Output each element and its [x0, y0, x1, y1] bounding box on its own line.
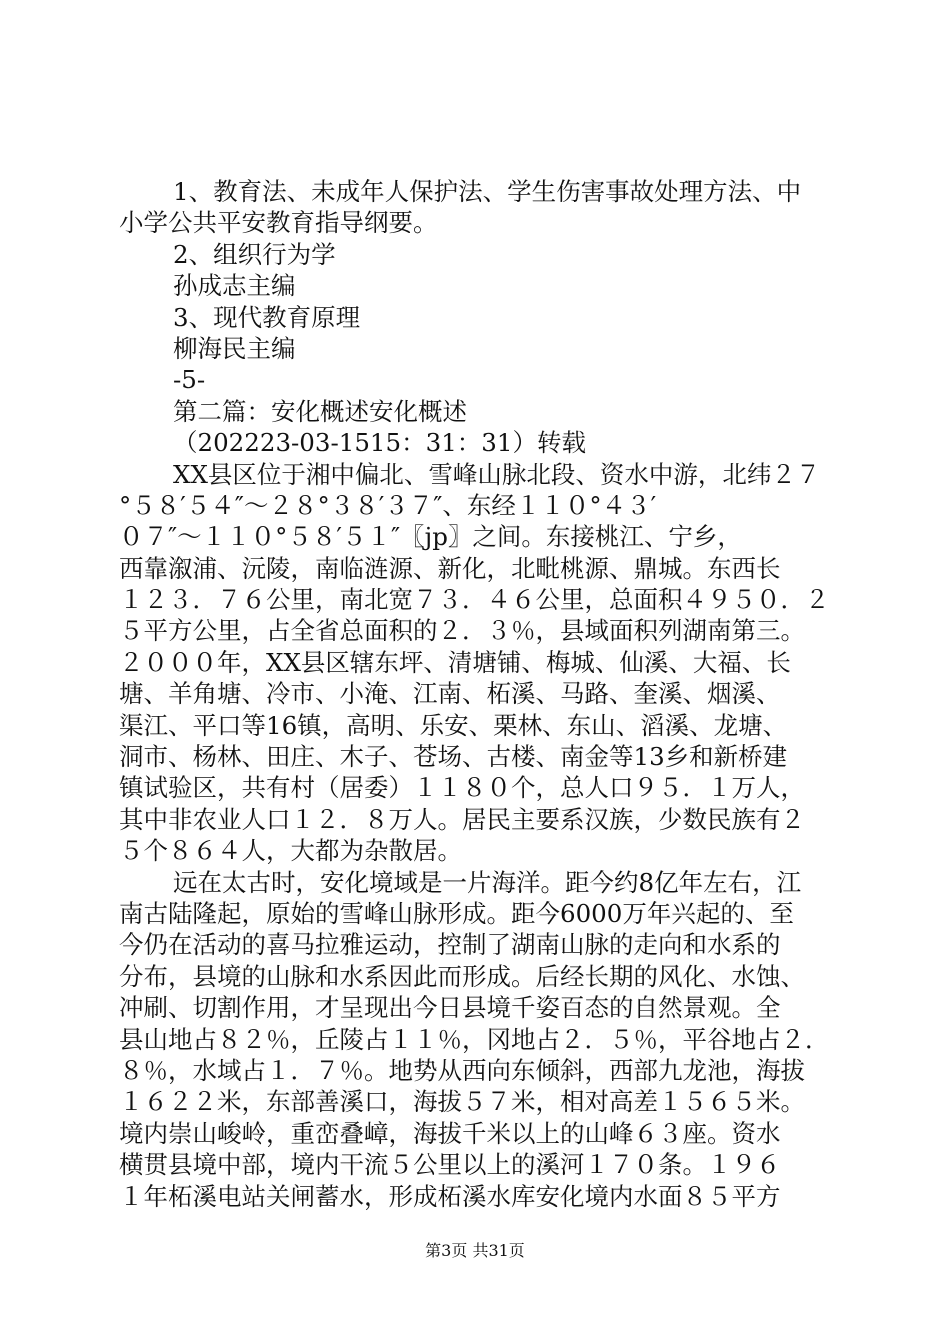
- document-body: [119, 176, 831, 1212]
- text-line: °５８′５４″～２８°３８′３７″、东经１１０°４３′: [119, 490, 657, 520]
- text-line: 其中非农业人口１２．８万人。居民主要系汉族，少数民族有２: [119, 804, 805, 834]
- text-line: 分布，县境的山脉和水系因此而形成。后经长期的风化、水蚀、: [119, 961, 805, 991]
- text-line: 今仍在活动的喜马拉雅运动，控制了湖南山脉的走向和水系的: [119, 930, 781, 960]
- text-line: ０７″～１１０°５８′５１″〖jp〗之间。东接桃江、宁乡，: [119, 522, 742, 552]
- text-line: 2、组织行为学: [173, 239, 336, 269]
- text-line: 南古陆隆起，原始的雪峰山脉形成。距今6000万年兴起的、至: [119, 898, 794, 928]
- text-line: 1、教育法、未成年人保护法、学生伤害事故处理方法、中: [173, 177, 802, 206]
- text-line: 县山地占８２％，丘陵占１１％，冈地占２．５％，平谷地占２．: [119, 1024, 830, 1054]
- text-line: 柳海民主编: [173, 333, 296, 363]
- text-line: １６２２米，东部善溪口，海拔５７米，相对高差１５６５米。: [119, 1087, 805, 1117]
- text-line: XX县区位于湘中偏北、雪峰山脉北段、资水中游，北纬２７: [173, 459, 821, 489]
- text-line: 孙成志主编: [173, 271, 296, 301]
- text-line: 横贯县境中部，境内干流５公里以上的溪河１７０条。１９６: [119, 1150, 781, 1180]
- text-line: 洞市、杨林、田庄、木子、苍场、古楼、南金等13乡和新桥建: [119, 742, 788, 772]
- text-line: 镇试验区，共有村（居委）１１８０个，总人口９５．１万人，: [119, 773, 805, 803]
- text-line: 冲刷、切割作用，才呈现出今日县境千姿百态的自然景观。全: [119, 993, 781, 1023]
- text-line: 境内崇山峻岭，重峦叠嶂，海拔千米以上的山峰６３座。资水: [119, 1118, 781, 1148]
- text-line: 渠江、平口等16镇，高明、乐安、栗林、东山、滔溪、龙塘、: [119, 710, 788, 740]
- text-line: ５平方公里，占全省总面积的２．３％，县域面积列湖南第三。: [119, 616, 805, 646]
- text-line: 远在太古时，安化境域是一片海洋。距今约8亿年左右，江: [173, 867, 802, 897]
- text-line: ８％，水域占１．７％。地势从西向东倾斜，西部九龙池，海拔: [119, 1055, 805, 1085]
- text-line: ２０００年，XX县区辖东坪、清塘铺、梅城、仙溪、大福、长: [119, 647, 791, 677]
- text-line: -5-: [173, 365, 206, 395]
- text-line: （202223-03-1515：31：31）转载: [173, 428, 586, 458]
- text-line: ５个８６４人，大都为杂散居。: [119, 836, 462, 866]
- text-line: １２３．７６公里，南北宽７３．４６公里，总面积４９５０．２: [119, 585, 830, 615]
- page-number-label: 第3页 共31页: [425, 1241, 525, 1260]
- text-line: 西靠溆浦、沅陵，南临涟源、新化，北毗桃源、鼎城。东西长: [119, 553, 781, 583]
- text-line: 小学公共平安教育指导纲要。: [119, 208, 438, 238]
- text-line: 3、现代教育原理: [173, 302, 361, 332]
- text-line: 塘、羊角塘、冷市、小淹、江南、柘溪、马路、奎溪、烟溪、: [119, 679, 781, 709]
- page-footer: [0, 1241, 950, 1261]
- text-line: 第二篇：安化概述安化概述: [173, 396, 467, 426]
- text-line: １年柘溪电站关闸蓄水，形成柘溪水库安化境内水面８５平方: [119, 1181, 781, 1211]
